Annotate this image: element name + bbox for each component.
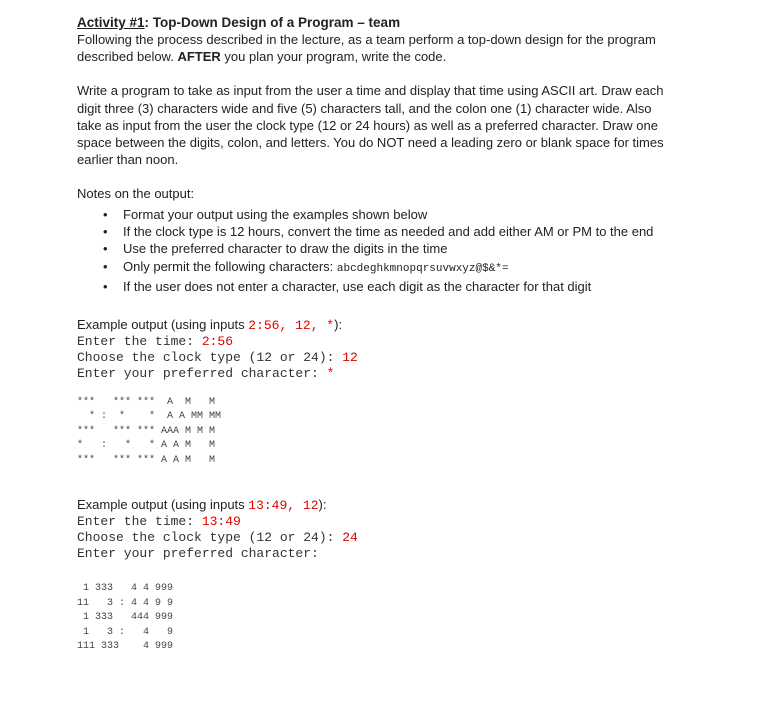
activity-title: : Top-Down Design of a Program – team [144,15,401,30]
console-line-char: Enter your preferred character: [77,546,319,562]
intro-line-2: described below. AFTER you plan your program, write the code. [77,49,447,65]
example-1 [77,316,717,469]
example-1-heading: Example output (using inputs 2:56, 12, *): [77,316,343,333]
after-emphasis: AFTER [177,49,221,65]
description-line: earlier than noon. [77,152,179,168]
bullet-icon: • [103,206,108,222]
ascii-row: *** *** *** AAA M M M [77,425,216,437]
list-item: • If the clock type is 12 hours, convert the time as needed and add either AM or PM to the end [103,224,654,240]
permitted-characters: abcdeghkmnopqrsuvwxyz@$&*= [336,262,509,275]
bullet-icon: • [103,279,108,295]
console-line-clock: Choose the clock type (12 or 24): 12 [77,349,358,365]
description-line: digit three (3) characters wide and five (5) characters tall, and the colon one (1) character wide. Also [77,100,652,116]
activity-number: Activity #1 [77,15,145,30]
console-line-time: Enter the time: 2:56 [77,333,234,349]
ascii-row: 1 333 444 999 [77,612,174,624]
console-line-time: Enter the time: 13:49 [77,514,241,530]
bullet-icon: • [103,258,108,274]
console-line-char: Enter your preferred character: * [77,365,335,381]
document-page [77,14,717,655]
notes-list [77,206,717,296]
example-2 [77,496,717,655]
page-title [77,14,717,31]
console-line-clock: Choose the clock type (12 or 24): 24 [77,530,358,546]
bullet-icon: • [103,224,108,240]
ascii-row: 111 333 4 999 [77,641,174,653]
description-paragraph [77,82,717,168]
ascii-row: 1 333 4 4 999 [77,583,174,595]
description-line: Write a program to take as input from the user a time and display that time using ASCII art. Draw each [77,83,664,99]
ascii-row: * : * * A A MM MM [77,411,222,423]
ascii-row: *** *** *** A M M [77,396,216,408]
ascii-art-output [77,396,717,469]
ascii-art-output [77,582,717,655]
list-item: • If the user does not enter a character, use each digit as the character for that digit [103,279,592,295]
notes-heading: Notes on the output: [77,186,195,202]
ascii-row: *** *** *** A A M M [77,454,216,466]
description-line: space between the digits, colon, and letters. You do NOT need a leading zero or blank space for times [77,135,664,151]
ascii-row: 1 3 : 4 9 [77,626,174,638]
ascii-row: 11 3 : 4 4 9 9 [77,597,174,609]
description-line: take as input from the user the clock type (12 or 24 hours) as well as a preferred character. Draw one [77,117,658,133]
list-item: • Use the preferred character to draw the digits in the time [103,241,448,257]
example-2-heading: Example output (using inputs 13:49, 12): [77,497,327,514]
ascii-row: * : * * A A M M [77,440,216,452]
bullet-icon: • [103,241,108,257]
list-item: • Only permit the following characters: abcdeghkmnopqrsuvwxyz@$&*= [103,258,509,275]
intro-line-1: Following the process described in the lecture, as a team perform a top-down design for the program [77,32,656,47]
list-item: • Format your output using the examples shown below [103,206,428,222]
